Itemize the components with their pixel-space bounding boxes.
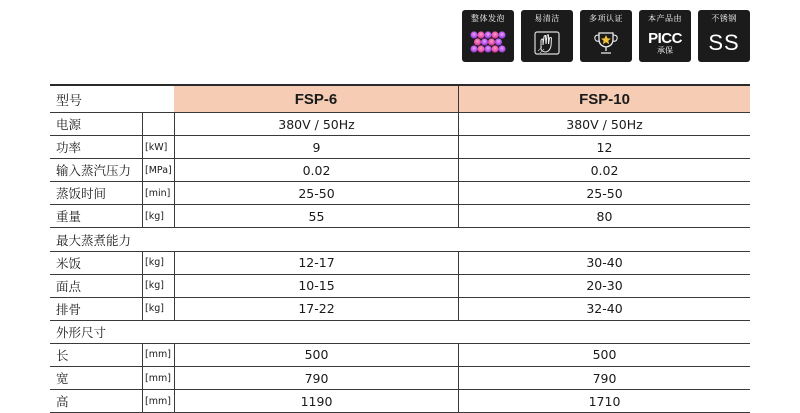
- row-value-1: 790: [174, 367, 458, 389]
- row-value-1: 55: [174, 205, 458, 227]
- row-label: 面点: [56, 278, 82, 294]
- row-unit: [kg]: [142, 252, 174, 274]
- row-value-1: 25-50: [174, 182, 458, 204]
- row-label: 输入蒸汽压力: [56, 163, 132, 179]
- foam-dots-icon: [462, 24, 514, 62]
- badge-easy-clean: [521, 10, 573, 62]
- badge-certification: [580, 10, 632, 62]
- row-value-2: 32-40: [458, 298, 750, 320]
- row-label: 米饭: [56, 255, 82, 271]
- table-row: [50, 275, 750, 298]
- row-unit: [mm]: [142, 390, 174, 412]
- badge-label: 整体发泡: [471, 14, 505, 23]
- row-value-2: 20-30: [458, 275, 750, 297]
- row-value-2: 25-50: [458, 182, 750, 204]
- row-value-2: 790: [458, 367, 750, 389]
- award-cup-icon: [580, 24, 632, 62]
- badge-label: 易清洁: [534, 14, 560, 23]
- wipe-hand-icon: [521, 24, 573, 62]
- row-unit: [MPa]: [142, 159, 174, 181]
- section-row: [50, 321, 750, 344]
- model-col1: FSP-6: [174, 86, 458, 112]
- table-row: [50, 390, 750, 413]
- row-label: 宽: [56, 371, 69, 387]
- row-value-2: 500: [458, 344, 750, 366]
- row-value-1: 0.02: [174, 159, 458, 181]
- row-unit: [kW]: [142, 136, 174, 158]
- table-row: [50, 159, 750, 182]
- row-label: 长: [56, 347, 69, 363]
- picc-logo-icon: [639, 24, 691, 62]
- row-value-1: 9: [174, 136, 458, 158]
- row-label: 高: [56, 394, 69, 410]
- badge-stainless: [698, 10, 750, 62]
- feature-badges: [462, 10, 750, 62]
- row-value-2: 380V / 50Hz: [458, 113, 750, 135]
- row-unit: [kg]: [142, 275, 174, 297]
- badge-foam: [462, 10, 514, 62]
- row-label: 功率: [56, 140, 82, 156]
- row-value-2: 80: [458, 205, 750, 227]
- spec-table: [50, 84, 750, 413]
- row-value-2: 1710: [458, 390, 750, 412]
- row-label: 蒸饭时间: [56, 186, 107, 202]
- row-unit: [mm]: [142, 344, 174, 366]
- row-unit: [mm]: [142, 367, 174, 389]
- table-row: [50, 367, 750, 390]
- row-label: 排骨: [56, 301, 82, 317]
- section-title: 外形尺寸: [56, 324, 107, 340]
- table-row: [50, 344, 750, 367]
- row-value-2: 0.02: [458, 159, 750, 181]
- section-row: [50, 228, 750, 251]
- row-value-2: 30-40: [458, 252, 750, 274]
- stainless-ss-icon: [698, 24, 750, 62]
- badge-picc: [639, 10, 691, 62]
- ss-text: SS: [708, 30, 740, 55]
- row-value-1: 500: [174, 344, 458, 366]
- model-col2: FSP-10: [458, 86, 750, 112]
- badge-label: 本产品由: [648, 14, 682, 23]
- row-value-1: 17-22: [174, 298, 458, 320]
- row-value-1: 1190: [174, 390, 458, 412]
- table-row: [50, 205, 750, 228]
- row-label: 重量: [56, 209, 82, 225]
- table-header-row: [50, 84, 750, 113]
- picc-subtext: 承保: [657, 45, 673, 55]
- table-row: [50, 136, 750, 159]
- row-unit: [142, 113, 174, 135]
- table-row: [50, 182, 750, 205]
- badge-label: 多项认证: [589, 14, 623, 23]
- row-value-1: 380V / 50Hz: [174, 113, 458, 135]
- row-unit: [kg]: [142, 298, 174, 320]
- table-row: [50, 298, 750, 321]
- badge-label: 不锈钢: [711, 14, 737, 23]
- row-unit: [min]: [142, 182, 174, 204]
- row-value-1: 10-15: [174, 275, 458, 297]
- picc-text: PICC: [648, 29, 682, 47]
- section-title: 最大蒸煮能力: [56, 232, 132, 248]
- table-row: [50, 252, 750, 275]
- row-value-2: 12: [458, 136, 750, 158]
- model-label: 型号: [56, 93, 83, 109]
- row-unit: [kg]: [142, 205, 174, 227]
- row-label: 电源: [56, 117, 82, 133]
- table-row: [50, 113, 750, 136]
- row-value-1: 12-17: [174, 252, 458, 274]
